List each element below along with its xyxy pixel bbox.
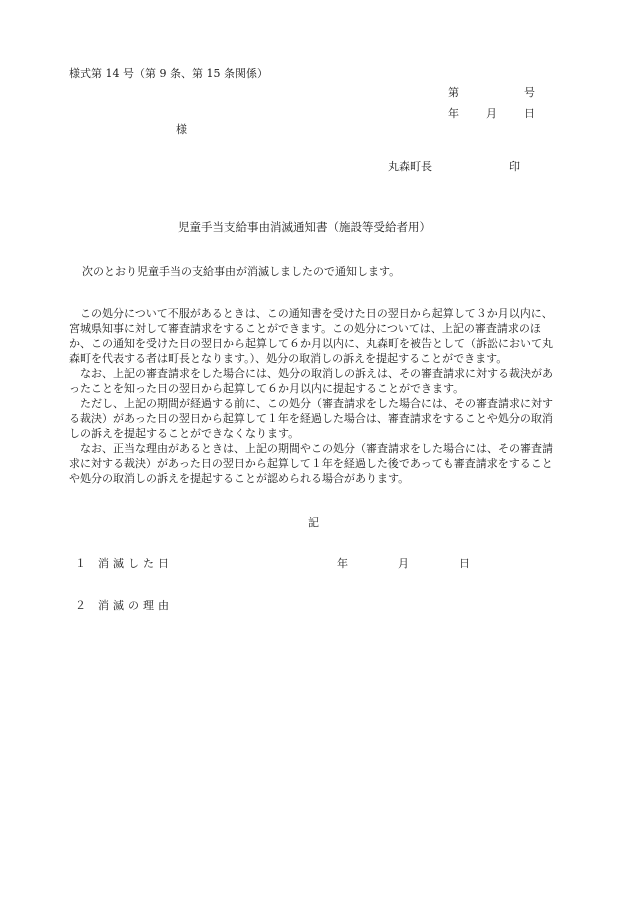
addressee-suffix: 様 [176, 123, 187, 136]
document-number-suffix: 号 [524, 86, 535, 99]
notice-paragraph: なお、上記の審査請求をした場合には、処分の取消しの訴えは、その審査請求に対する裁決があったことを知った日の翌日から起算して６か月以内に提起することができます。 [69, 367, 553, 395]
item-date-year: 年 [337, 557, 348, 570]
item-date-day: 日 [459, 557, 470, 570]
notice-body [69, 306, 553, 486]
item-label-extinction-date: 消滅した日 [98, 557, 173, 570]
seal-mark: 印 [509, 160, 520, 173]
intro-text: 次のとおり児童手当の支給事由が消滅しましたので通知します。 [82, 265, 401, 278]
item-number: １ [75, 557, 86, 570]
notice-paragraph: ただし、上記の期間が経過する前に、この処分（審査請求をした場合には、その審査請求に対する裁決）があった日の翌日から起算して１年を経過した場合は、審査請求をすることや処分の取消しの訴えを提起することができなくなります。 [69, 397, 553, 440]
form-id: 様式第 14 号（第 9 条、第 15 条関係） [69, 67, 268, 80]
date-month: 月 [486, 107, 497, 120]
date-day: 日 [524, 107, 535, 120]
notice-paragraph: この処分について不服があるときは、この通知書を受けた日の翌日から起算して３か月以内に、宮城県知事に対して審査請求をすることができます。この処分については、上記の審査請求のほか、この通知を受けた日の翌日から起算して６か月以内に、丸森町を被告として（訴訟において丸森町を代表する者は町長となります。）、処分の取消しの訴えを提起することができます。 [69, 307, 553, 365]
document-title: 児童手当支給事由消滅通知書（施設等受給者用） [178, 220, 431, 234]
document-number-prefix: 第 [448, 86, 459, 99]
item-date-month: 月 [398, 557, 409, 570]
date-year: 年 [448, 107, 459, 120]
item-label-extinction-reason: 消滅の理由 [98, 599, 173, 612]
ki-heading: 記 [308, 516, 319, 529]
notice-paragraph: なお、正当な理由があるときは、上記の期間やこの処分（審査請求をした場合には、その審査請求に対する裁決）があった日の翌日から起算して１年を経過した後であっても審査請求をすることや処分の取消しの訴えを提起することが認められる場合があります。 [69, 442, 553, 485]
issuer-title: 丸森町長 [388, 160, 432, 173]
item-number: ２ [75, 599, 86, 612]
